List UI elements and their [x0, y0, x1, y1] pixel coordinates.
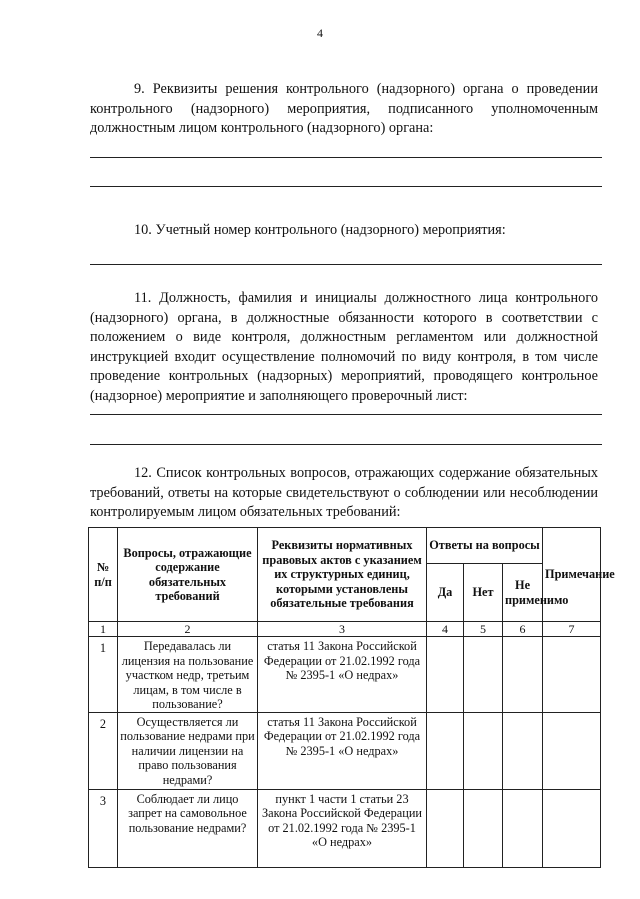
- item-12-paragraph: 12. Список контрольных вопросов, отражающих содержание обязательных требований, ответы на которые свидетельствуют о соблюдении или несоблюдении контролируемым лицом обязательных требований:: [90, 465, 598, 520]
- fill-line: [90, 186, 602, 187]
- table-row: [89, 789, 601, 867]
- header-questions: Вопросы, отражающие содержание обязательных требований: [118, 528, 258, 622]
- answer-yes-cell[interactable]: [427, 712, 464, 789]
- table-row: [89, 712, 601, 789]
- note-cell[interactable]: [543, 637, 601, 713]
- fill-line: [90, 157, 602, 158]
- answer-na-cell[interactable]: [503, 712, 543, 789]
- header-yes: Да: [427, 564, 464, 622]
- row-number: 3: [89, 789, 118, 867]
- answer-yes-cell[interactable]: [427, 637, 464, 713]
- answer-no-cell[interactable]: [464, 712, 503, 789]
- answer-na-cell[interactable]: [503, 789, 543, 867]
- item-9-paragraph: 9. Реквизиты решения контрольного (надзорного) органа о проведении контрольного (надзорного) мероприятия, подписанного уполномоченным должностным лицом контрольного (надзорного) органа:: [90, 81, 598, 136]
- row-requisite: статья 11 Закона Российской Федерации от 21.02.1992 года № 2395-1 «О недрах»: [258, 637, 427, 713]
- index-cell: 1: [89, 622, 118, 637]
- index-cell: 7: [543, 622, 601, 637]
- index-cell: 2: [118, 622, 258, 637]
- answer-no-cell[interactable]: [464, 789, 503, 867]
- fill-line: [90, 444, 602, 445]
- fill-line: [90, 264, 602, 265]
- answer-yes-cell[interactable]: [427, 789, 464, 867]
- checklist-table: [88, 527, 615, 868]
- header-not-applicable: Не применимо: [503, 564, 543, 622]
- header-answers: Ответы на вопросы: [427, 528, 543, 564]
- answer-na-cell[interactable]: [503, 637, 543, 713]
- row-number: 2: [89, 712, 118, 789]
- index-cell: 5: [464, 622, 503, 637]
- header-no: Нет: [464, 564, 503, 622]
- index-cell: 6: [503, 622, 543, 637]
- item-11-paragraph: 11. Должность, фамилия и инициалы должностного лица контрольного (надзорного) органа, в должностные обязанности которого в соответствии с положением о виде контроля, должностным регламентом или должностной инструкцией входит осуществление полномочий по виду контроля, в том числе проведение контрольных (надзорных) мероприятий, проводящего контрольное (надзорное) мероприятие и заполняющего проверочный лист:: [90, 290, 598, 404]
- header-num: № п/п: [89, 528, 118, 622]
- row-question: Соблюдает ли лицо запрет на самовольное пользование недрами?: [118, 789, 258, 867]
- fill-line: [90, 414, 602, 415]
- answer-no-cell[interactable]: [464, 637, 503, 713]
- index-row: [89, 622, 601, 637]
- header-requisites: Реквизиты нормативных правовых актов с указанием их структурных единиц, которыми установлены обязательные требования: [258, 528, 427, 622]
- item-10-paragraph: 10. Учетный номер контрольного (надзорного) мероприятия:: [134, 222, 506, 238]
- row-question: Осуществляется ли пользование недрами при наличии лицензии на право пользования недрами?: [118, 712, 258, 789]
- row-requisite: пункт 1 части 1 статьи 23 Закона Российской Федерации от 21.02.1992 года № 2395-1 «О недрах»: [258, 789, 427, 867]
- index-cell: 3: [258, 622, 427, 637]
- row-question: Передавалась ли лицензия на пользование участком недр, третьим лицам, в том числе в пользование?: [118, 637, 258, 713]
- table-row: [89, 637, 601, 713]
- header-note: Примечание: [543, 528, 601, 622]
- row-number: 1: [89, 637, 118, 713]
- note-cell[interactable]: [543, 789, 601, 867]
- page-number: 4: [317, 26, 323, 40]
- index-cell: 4: [427, 622, 464, 637]
- note-cell[interactable]: [543, 712, 601, 789]
- row-requisite: статья 11 Закона Российской Федерации от 21.02.1992 года № 2395-1 «О недрах»: [258, 712, 427, 789]
